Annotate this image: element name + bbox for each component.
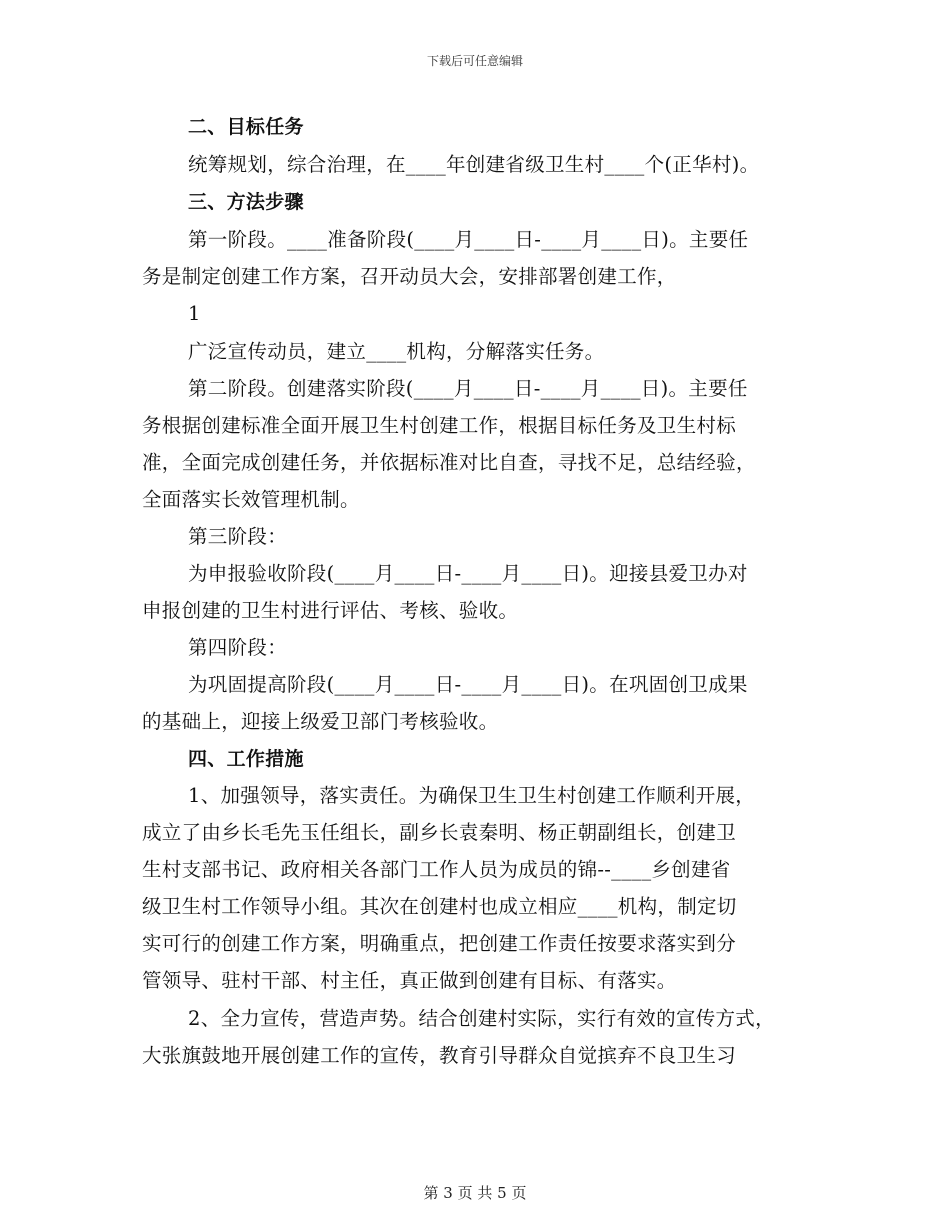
paragraph-line: 管领导、驻村干部、村主任，真正做到创建有目标、有落实。 xyxy=(142,969,677,992)
paragraph-line: 级卫生村工作领导小组。其次在创建村也成立相应____机构，制定切 xyxy=(142,895,737,918)
paragraph-line: 的基础上，迎接上级爱卫部门考核验收。 xyxy=(142,710,499,733)
paragraph-line: 统筹规划，综合治理，在____年创建省级卫生村____个(正华村)。 xyxy=(188,153,760,176)
paragraph-line: 实可行的创建工作方案，明确重点，把创建工作责任按要求落实到分 xyxy=(142,932,737,955)
paragraph-line: 生村支部书记、政府相关各部门工作人员为成员的锦--____乡创建省 xyxy=(142,858,731,881)
paragraph-line: 成立了由乡长毛先玉任组长，副乡长袁秦明、杨正朝副组长，创建卫 xyxy=(142,821,737,844)
paragraph-line: 1、加强领导，落实责任。为确保卫生卫生村创建工作顺利开展， xyxy=(188,784,756,807)
page-number-marker: 1 xyxy=(188,302,201,325)
paragraph-line: 务是制定创建工作方案，召开动员大会，安排部署创建工作， xyxy=(142,265,677,288)
paragraph-line: 准，全面完成创建任务，并依据标准对比自查，寻找不足，总结经验， xyxy=(142,451,756,474)
page-footer: 第 3 页 共 5 页 xyxy=(423,1184,527,1202)
paragraph-line: 第二阶段。创建落实阶段(____月____日-____月____日)。主要任 xyxy=(188,377,748,400)
paragraph-line: 务根据创建标准全面开展卫生村创建工作，根据目标任务及卫生村标 xyxy=(142,414,737,437)
paragraph-line: 大张旗鼓地开展创建工作的宣传，教育引导群众自觉摈弃不良卫生习 xyxy=(142,1044,737,1067)
paragraph-line: 全面落实长效管理机制。 xyxy=(142,488,360,511)
page-header: 下载后可任意编辑 xyxy=(426,54,523,68)
paragraph-line: 第四阶段： xyxy=(188,636,288,659)
section-heading: 三、方法步骤 xyxy=(188,191,304,213)
paragraph-line: 第一阶段。____准备阶段(____月____日-____月____日)。主要任 xyxy=(188,228,749,251)
section-heading: 二、目标任务 xyxy=(188,116,304,138)
paragraph-line: 第三阶段： xyxy=(188,525,288,548)
paragraph-line: 广泛宣传动员，建立____机构，分解落实任务。 xyxy=(188,340,605,363)
paragraph-line: 2、全力宣传，营造声势。结合创建村实际，实行有效的宣传方式， xyxy=(188,1007,775,1030)
section-heading: 四、工作措施 xyxy=(188,748,304,770)
paragraph-line: 申报创建的卫生村进行评估、考核、验收。 xyxy=(142,599,519,622)
paragraph-line: 为申报验收阶段(____月____日-____月____日)。迎接县爱卫办对 xyxy=(188,562,748,585)
paragraph-line: 为巩固提高阶段(____月____日-____月____日)。在巩固创卫成果 xyxy=(188,673,748,696)
